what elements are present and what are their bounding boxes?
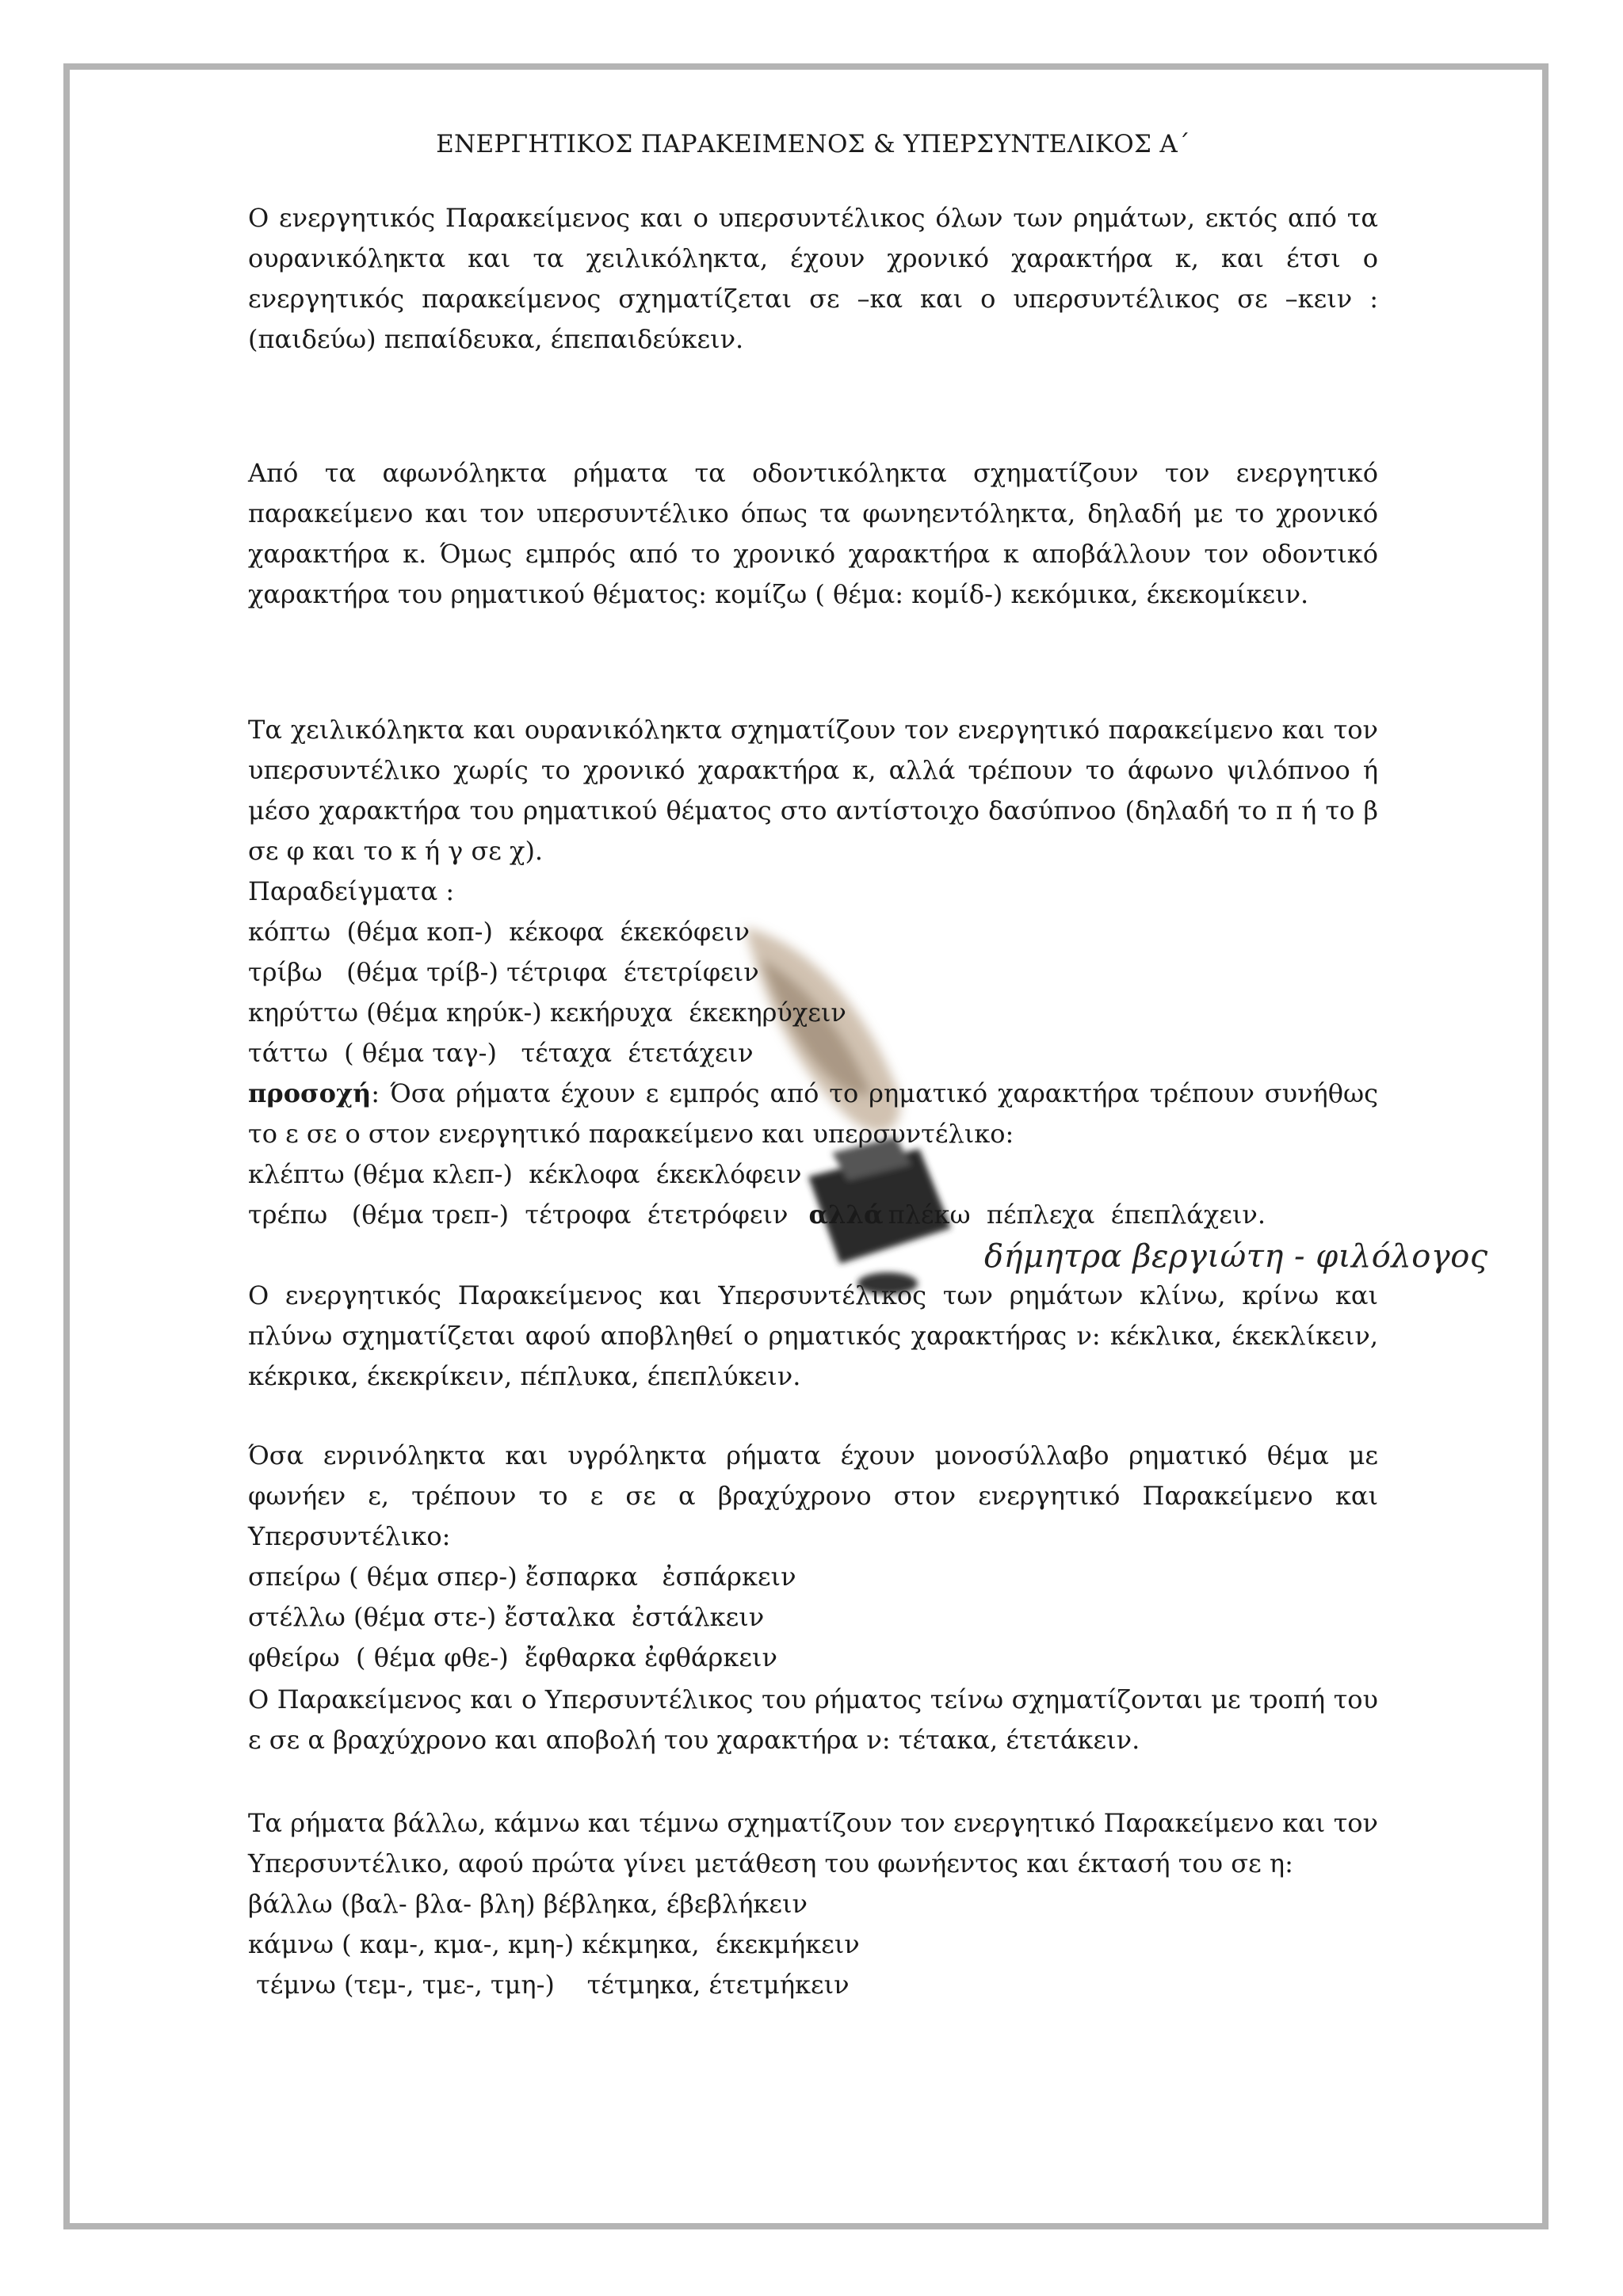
p7-example-line: κάμνω ( καμ-, κμα-, κμη-) κέκμηκα, έκεκμήκειν [248, 1929, 860, 1959]
note-label: προσοχή [248, 1078, 372, 1108]
p7-example-line: τέμνω (τεμ-, τμε-, τμη-) τέτμηκα, έτετμήκειν [248, 1970, 850, 2000]
example-line: κόπτω (θέμα κοπ-) κέκοφα έκεκόφειν [248, 917, 750, 947]
contrast-word: αλλά [808, 1199, 884, 1230]
note-example-line [248, 1195, 1378, 1235]
note-examples [248, 1154, 1378, 1235]
note-example-text: τρέπω (θέμα τρεπ-) τέτροφα έτετρόφειν [248, 1199, 789, 1230]
document-title: ΕΝΕΡΓΗΤΙΚΟΣ ΠΑΡΑΚΕΙΜΕΝΟΣ & ΥΠΕΡΣΥΝΤΕΛΙΚΟΣ Α΄ [436, 130, 1190, 158]
p5-example-line: σπείρω ( θέμα σπερ-) ἔσπαρκα ἐσπάρκειν [248, 1562, 796, 1592]
example-line: κηρύττω (θέμα κηρύκ-) κεκήρυχα έκεκηρύχειν [248, 997, 846, 1028]
author-signature: δήμητρα βεργιώτη - φιλόλογος [984, 1238, 1488, 1275]
paragraph-2: Από τα αφωνόληκτα ρήματα τα οδοντικόληκτα σχηματίζουν τον ενεργητικό παρακείμενο και τον υπερσυντέλικο όπως τα φωνηεντόληκτα, δηλαδή με το χρονικό χαρακτήρα κ. Όμως εμπρός από το χρονικό χαρακτήρα κ αποβάλλουν τον οδοντικό χαρακτήρα του ρηματικού θέματος: κομίζω ( θέμα: κομίδ-) κεκόμικα, έκεκομίκειν. [248, 458, 1378, 609]
paragraph-4: Ο ενεργητικός Παρακείμενος και Υπερσυντέλικος των ρημάτων κλίνω, κρίνω και πλύνω σχηματίζεται αφού αποβληθεί ο ρηματικός χαρακτήρας ν: κέκλικα, έκεκλίκειν, κέκρικα, έκεκρίκειν, πέπλυκα, έπεπλύκειν. [248, 1280, 1378, 1391]
paragraph-7: Τα ρήματα βάλλω, κάμνω και τέμνω σχηματίζουν τον ενεργητικό Παρακείμενο και τον Υπερσυντέλικο, αφού πρώτα γίνει μετάθεση του φωνήεντος και έκτασή του σε η: [248, 1808, 1378, 1878]
examples-block [248, 871, 1378, 1074]
note-example-line: κλέπτω (θέμα κλεπ-) κέκλοφα έκεκλόφειν [248, 1159, 802, 1189]
contrast-example: πλέκω πέπλεχα έπεπλάχειν. [888, 1199, 1266, 1230]
paragraph-5-block [248, 1436, 1378, 1678]
p7-example-line: βάλλω (βαλ- βλα- βλη) βέβληκα, έβεβλήκειν [248, 1889, 808, 1919]
example-line: τάττω ( θέμα ταγ-) τέταχα έτετάχειν [248, 1038, 754, 1068]
paragraph-6: Ο Παρακείμενος και ο Υπερσυντέλικος του ρήματος τείνω σχηματίζονται με τροπή του ε σε α βραχύχρονο και αποβολή του χαρακτήρα ν: τέτακα, έτετάκειν. [248, 1684, 1378, 1755]
p5-example-line: φθείρω ( θέμα φθε-) ἔφθαρκα ἐφθάρκειν [248, 1642, 777, 1672]
note-text: : Όσα ρήματα έχουν ε εμπρός από το ρηματικό χαρακτήρα τρέπουν συνήθως το ε σε ο στον ενεργητικό παρακείμενο και υπερσυντέλικο: [248, 1078, 1378, 1149]
note-paragraph [248, 1074, 1378, 1154]
paragraph-3: Τα χειλικόληκτα και ουρανικόληκτα σχηματίζουν τον ενεργητικό παρακείμενο και τον υπερσυντέλικο χωρίς το χρονικό χαρακτήρα κ, αλλά τρέπουν το άφωνο ψιλόπνοο ή μέσο χαρακτήρα του ρηματικού θέματος στο αντίστοιχο δασύπνοο (δηλαδή το π ή το β σε φ και το κ ή γ σε χ). [248, 715, 1378, 866]
examples-label: Παραδείγματα : [248, 876, 455, 906]
example-line: τρίβω (θέμα τρίβ-) τέτριφα έτετρίφειν [248, 957, 759, 987]
paragraph-5: Όσα ενρινόληκτα και υγρόληκτα ρήματα έχουν μονοσύλλαβο ρηματικό θέμα με φωνήεν ε, τρέπουν το ε σε α βραχύχρονο στον ενεργητικό Παρακείμενο και Υπερσυντέλικο: [248, 1440, 1378, 1551]
p5-example-line: στέλλω (θέμα στε-) ἔσταλκα ἐστάλκειν [248, 1602, 765, 1632]
paragraph-1: Ο ενεργητικός Παρακείμενος και ο υπερσυντέλικος όλων των ρημάτων, εκτός από τα ουρανικόληκτα και τα χειλικόληκτα, έχουν χρονικό χαρακτήρα κ, και έτσι ο ενεργητικός παρακείμενος σχηματίζεται σε –κα και ο υπερσυντέλικος σε –κειν : (παιδεύω) πεπαίδευκα, έπεπαιδεύκειν. [248, 203, 1378, 354]
paragraph-7-block [248, 1803, 1378, 2005]
